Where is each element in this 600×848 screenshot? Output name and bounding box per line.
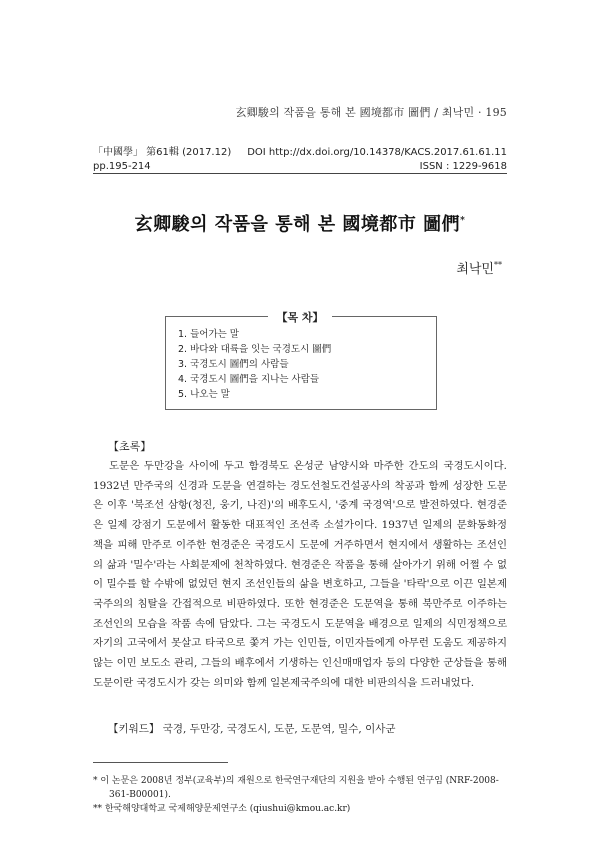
page-range: pp.195-214 [93, 161, 151, 172]
doi-link[interactable]: DOI http://dx.doi.org/10.14378/KACS.2017.61.61.11 [247, 147, 507, 158]
author-name: 최낙민 [456, 262, 494, 277]
paper-title [0, 210, 600, 236]
issn: ISSN : 1229-9618 [419, 161, 507, 172]
toc-item: 2. 바다와 대륙을 잇는 국경도시 圖們 [178, 344, 332, 355]
abstract-text: 도문은 두만강을 사이에 두고 함경북도 온성군 남양시와 마주한 간도의 국경도시이다. 1932년 만주국의 신경과 도문을 연결하는 경도선철도건설공사의 착공과 함께 성장한 도문은 이후 '북조선 삼항(청진, 웅기, 나진)'의 배후도시, '중계 국경역'으로 발전하였다. 현경준은 일제 강점기 도문에서 활동한 대표적인 조선족 소설가이다. 1937년 일제의 문화동화정책을 피해 만주로 이주한 현경준은 국경도시 도문에 거주하면서 현지에서 생활하는 조선인의 삶과 '밀수'라는 사회문제에 천착하였다. 현경준은 작품을 통해 살아가기 위해 어쩔 수 없이 밀수를 할 수밖에 없었던 현지 조선인들의 삶을 변호하고, 그들을 '타락'으로 이끈 일본제국주의의 침탈을 간접적으로 비판하였다. 또한 현경준은 도문역을 통해 북만주로 이주하는 조선인의 모습을 작품 속에 담았다. 그는 국경도시 도문역을 배경으로 일제의 식민정책으로 자기의 고국에서 못살고 타국으로 쫓겨 가는 인민들, 이민자들에게 아무런 도움도 제공하지 않는 이민 보도소 관리, 그들의 배후에서 기생하는 인신매매업자 등의 다양한 군상들을 통해 도문이란 국경도시가 갖는 의미와 함께 일본제국주의에 대한 비판의식을 드러내었다. [93, 460, 507, 689]
footnotes [93, 774, 507, 816]
toc-item: 1. 들어가는 말 [178, 329, 239, 340]
toc-item: 3. 국경도시 圖們의 사람들 [178, 359, 289, 370]
doi-block [247, 146, 507, 174]
title-text: 玄卿駿의 작품을 통해 본 國境都市 圖們 [134, 214, 461, 235]
header-divider [93, 173, 507, 174]
toc-heading: 【목 차】 [0, 309, 600, 325]
footnote-divider [93, 762, 228, 763]
toc-list [178, 327, 331, 402]
author [456, 258, 502, 277]
running-head: 玄卿駿의 작품을 통해 본 國境都市 圖們 / 최낙민 · 195 [235, 106, 507, 119]
journal-citation-block [93, 146, 231, 174]
keywords: 【키워드】 국경, 두만강, 국경도시, 도문, 도문역, 밀수, 이사군 [108, 723, 396, 735]
toc-item: 4. 국경도시 圖們을 지나는 사람들 [178, 374, 320, 385]
toc-item: 5. 나오는 말 [178, 389, 230, 400]
footnote: * 이 논문은 2008년 정부(교육부)의 재원으로 한국연구재단의 지원을 받아 수행된 연구임 (NRF-2008-361-B00001). [93, 776, 499, 800]
abstract-label: 【초록】 [108, 440, 152, 453]
title-footnote-mark: * [460, 216, 466, 226]
footnote: ** 한국해양대학교 국제해양문제연구소 (qiushui@kmou.ac.kr) [93, 804, 351, 814]
author-footnote-mark: ** [494, 260, 502, 270]
journal-citation: 「中國學」 第61輯 (2017.12) [93, 147, 232, 158]
